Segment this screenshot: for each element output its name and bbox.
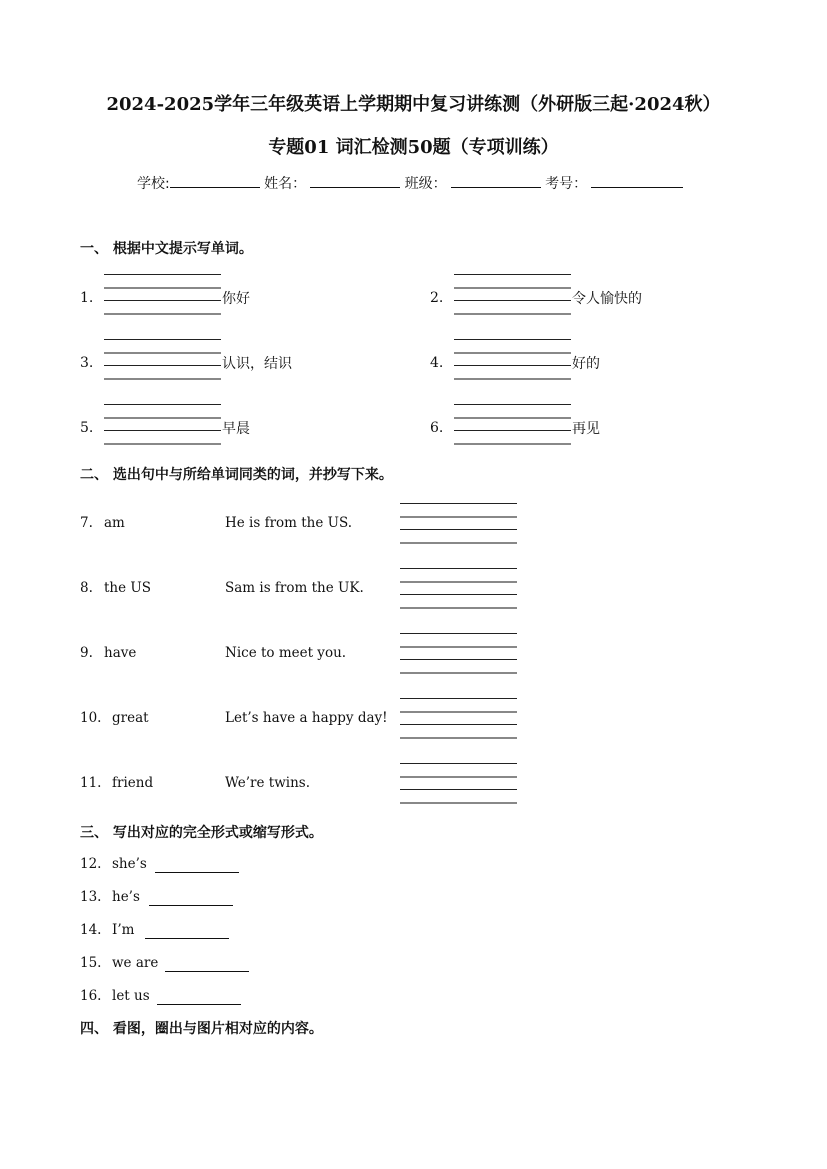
sentence: Nice to meet you.: [225, 645, 347, 661]
sentence: Sam is from the UK.: [225, 580, 364, 596]
given-word: have: [104, 645, 137, 661]
question-number: 13.: [80, 889, 102, 905]
answer-blank[interactable]: [157, 992, 241, 1005]
question-number: 7.: [80, 515, 93, 531]
question-number: 16.: [80, 988, 102, 1004]
question-number: 9.: [80, 645, 93, 661]
student-info-row: [137, 173, 683, 193]
four-line-writing-area[interactable]: [400, 763, 517, 803]
document-subtitle: 专题01 词汇检测50题（专项训练）: [268, 137, 559, 158]
given-word: am: [104, 515, 125, 531]
chinese-hint: 再见: [572, 421, 600, 437]
exam-number-label: 考号：: [545, 176, 588, 192]
word-form: she’s: [112, 856, 147, 872]
class-blank[interactable]: [451, 173, 541, 188]
given-word: the US: [104, 580, 152, 596]
word-form: I’m: [112, 922, 135, 938]
chinese-hint: 认识，结识: [222, 356, 292, 372]
exam-number-blank[interactable]: [591, 173, 683, 188]
question-number: 11.: [80, 775, 102, 791]
question-number: 5.: [80, 420, 94, 436]
section4-heading: 四、 看图，圈出与图片相对应的内容。: [80, 1021, 323, 1037]
answer-blank[interactable]: [145, 926, 229, 939]
answer-blank[interactable]: [155, 860, 239, 873]
given-word: great: [112, 710, 149, 726]
section2-heading: 二、 选出句中与所给单词同类的词，并抄写下来。: [80, 467, 393, 483]
section1-heading: 一、 根据中文提示写单词。: [80, 241, 253, 257]
four-line-writing-area[interactable]: [104, 404, 221, 444]
given-word: friend: [112, 775, 154, 791]
four-line-writing-area[interactable]: [104, 274, 221, 314]
question-number: 12.: [80, 856, 102, 872]
name-label: 姓名：: [264, 176, 307, 192]
question-number: 6.: [430, 420, 444, 436]
four-line-writing-area[interactable]: [400, 633, 517, 673]
word-form: let us: [112, 988, 150, 1004]
word-form: we are: [112, 955, 159, 971]
question-number: 15.: [80, 955, 102, 971]
school-label: 学校:: [137, 176, 170, 192]
section3-heading: 三、 写出对应的完全形式或缩写形式。: [80, 825, 323, 841]
question-number: 3.: [80, 355, 94, 371]
question-number: 14.: [80, 922, 102, 938]
four-line-writing-area[interactable]: [104, 339, 221, 379]
sentence: Let’s have a happy day!: [225, 710, 388, 726]
chinese-hint: 好的: [572, 356, 600, 372]
chinese-hint: 早晨: [222, 421, 250, 437]
word-form: he’s: [112, 889, 140, 905]
sentence: We’re twins.: [225, 775, 311, 791]
four-line-writing-area[interactable]: [454, 339, 571, 379]
question-number: 1.: [80, 290, 94, 306]
chinese-hint: 令人愉快的: [572, 291, 642, 307]
question-number: 10.: [80, 710, 102, 726]
chinese-hint: 你好: [222, 291, 250, 307]
four-line-writing-area[interactable]: [454, 404, 571, 444]
class-label: 班级：: [404, 176, 447, 192]
four-line-writing-area[interactable]: [454, 274, 571, 314]
four-line-writing-area[interactable]: [400, 568, 517, 608]
four-line-writing-area[interactable]: [400, 503, 517, 543]
four-line-writing-area[interactable]: [400, 698, 517, 738]
school-blank[interactable]: [170, 173, 260, 188]
question-number: 4.: [430, 355, 444, 371]
answer-blank[interactable]: [165, 959, 249, 972]
document-title: 2024-2025学年三年级英语上学期期中复习讲练测（外研版三起·2024秋）: [106, 94, 721, 115]
answer-blank[interactable]: [149, 893, 233, 906]
question-number: 8.: [80, 580, 93, 596]
question-number: 2.: [430, 290, 444, 306]
sentence: He is from the US.: [225, 515, 353, 531]
name-blank[interactable]: [310, 173, 400, 188]
